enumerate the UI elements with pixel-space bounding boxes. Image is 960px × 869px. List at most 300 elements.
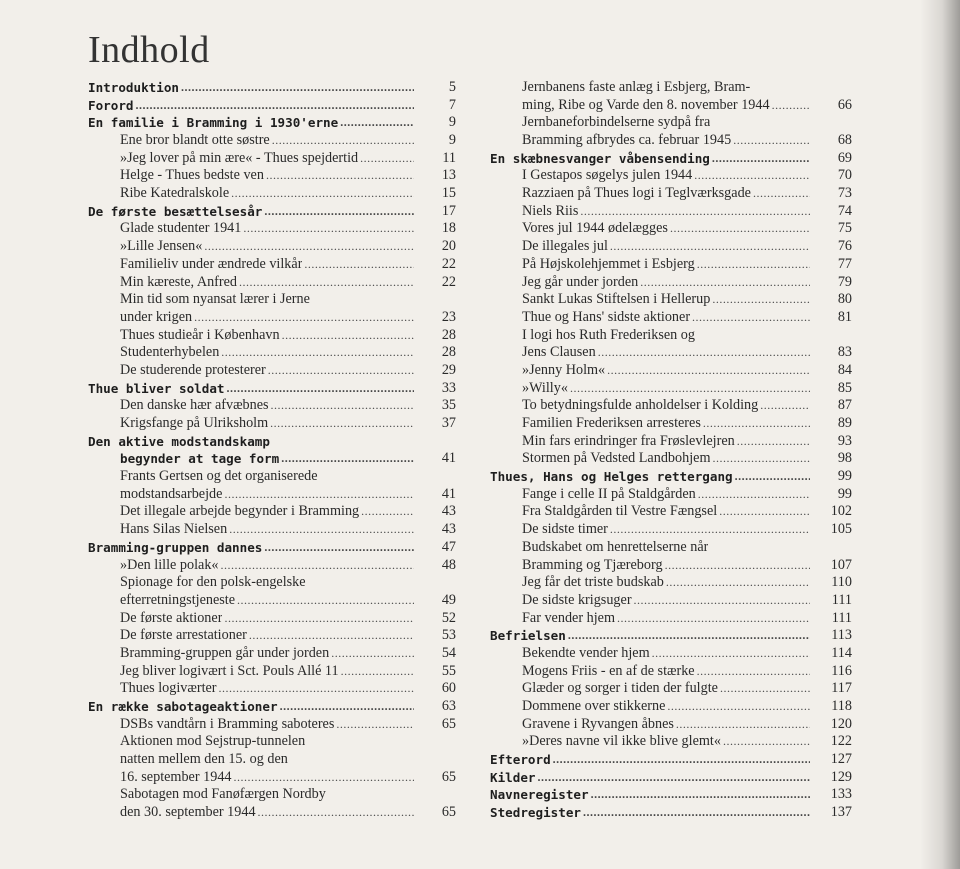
toc-leader-dots bbox=[282, 327, 414, 345]
toc-subentry bbox=[88, 787, 456, 805]
toc-entry-title: I Gestapos søgelys julen 1944 bbox=[522, 167, 693, 184]
toc-subentry bbox=[88, 557, 456, 575]
toc-page-number: 120 bbox=[830, 715, 852, 732]
toc-chapter-entry bbox=[490, 627, 852, 645]
toc-leader-dots bbox=[698, 486, 810, 504]
toc-entry-title: Krigsfange på Ulriksholm bbox=[120, 415, 269, 432]
toc-page-number: 22 bbox=[441, 273, 456, 290]
toc-page-number: 80 bbox=[837, 291, 852, 308]
toc-page-number: 87 bbox=[837, 397, 852, 414]
toc-subentry bbox=[88, 521, 456, 539]
toc-page-number: 13 bbox=[441, 167, 456, 184]
toc-entry-title: Stormen på Vedsted Landbohjem bbox=[522, 450, 711, 467]
toc-page-number: 47 bbox=[441, 538, 456, 555]
toc-page-number: 111 bbox=[831, 591, 852, 608]
toc-subentry bbox=[490, 504, 852, 522]
toc-subentry bbox=[490, 221, 852, 239]
toc-entry-title: Jernbaneforbindelserne sydpå fra bbox=[522, 114, 711, 131]
toc-page-number: 49 bbox=[441, 591, 456, 608]
toc-subentry bbox=[88, 256, 456, 274]
toc-subentry bbox=[88, 504, 456, 522]
toc-page-number: 111 bbox=[831, 609, 852, 626]
toc-entry-title: »Jenny Holm« bbox=[522, 361, 606, 378]
toc-chapter-entry bbox=[490, 150, 852, 168]
toc-page-number: 79 bbox=[837, 273, 852, 290]
toc-entry-title: »Deres navne vil ikke blive glemt« bbox=[522, 733, 721, 750]
toc-entry-title: Stedregister bbox=[490, 805, 581, 821]
toc-page-number: 113 bbox=[831, 627, 852, 644]
toc-subentry bbox=[88, 716, 456, 734]
toc-entry-title: Efterord bbox=[490, 752, 551, 768]
toc-page-number: 133 bbox=[830, 786, 852, 803]
toc-page-number: 9 bbox=[448, 132, 456, 149]
toc-leader-dots bbox=[737, 433, 810, 451]
toc-subentry bbox=[490, 97, 852, 115]
toc-entry-title: Den danske hær afvæbnes bbox=[120, 397, 269, 414]
toc-leader-dots bbox=[692, 309, 810, 327]
toc-entry-title: Min kæreste, Anfred bbox=[120, 273, 238, 290]
toc-subentry bbox=[490, 397, 852, 415]
toc-chapter-entry bbox=[88, 380, 456, 398]
toc-entry-title: Studenterhybelen bbox=[120, 344, 220, 361]
toc-leader-dots bbox=[272, 132, 414, 150]
toc-entry-title: Dommene over stikkerne bbox=[522, 698, 666, 715]
toc-subentry bbox=[490, 79, 852, 97]
toc-leader-dots bbox=[249, 627, 414, 645]
toc-subentry bbox=[490, 238, 852, 256]
toc-leader-dots bbox=[239, 274, 414, 292]
toc-subentry bbox=[490, 362, 852, 380]
toc-entry-title: Fra Staldgården til Vestre Fængsel bbox=[522, 503, 718, 520]
toc-page-number: 118 bbox=[831, 698, 852, 715]
toc-entry-title: »Lille Jensen« bbox=[120, 238, 203, 255]
toc-entry-title: Bramming-gruppen går under jorden bbox=[120, 644, 330, 661]
toc-page-number: 76 bbox=[837, 238, 852, 255]
toc-leader-dots bbox=[229, 521, 414, 539]
toc-chapter-entry bbox=[88, 450, 456, 468]
toc-subentry bbox=[490, 450, 852, 468]
toc-chapter-entry bbox=[490, 804, 852, 822]
toc-leader-dots bbox=[753, 185, 810, 203]
toc-page-number: 122 bbox=[830, 733, 852, 750]
toc-entry-title: efterretningstjeneste bbox=[120, 591, 236, 608]
toc-page-number: 116 bbox=[831, 662, 852, 679]
toc-page-number: 9 bbox=[448, 114, 456, 131]
toc-subentry bbox=[490, 291, 852, 309]
toc-leader-dots bbox=[720, 680, 810, 698]
toc-subentry bbox=[88, 185, 456, 203]
toc-page-number: 105 bbox=[830, 521, 852, 538]
toc-page-number: 99 bbox=[837, 468, 852, 485]
toc-subentry bbox=[490, 574, 852, 592]
toc-leader-dots bbox=[221, 557, 414, 575]
toc-entry-title: den 30. september 1944 bbox=[120, 804, 256, 821]
toc-entry-title: Budskabet om henrettelserne når bbox=[522, 538, 709, 555]
toc-page-number: 60 bbox=[441, 680, 456, 697]
toc-chapter-entry bbox=[88, 97, 456, 115]
toc-subentry bbox=[490, 185, 852, 203]
toc-entry-title: Befrielsen bbox=[490, 628, 566, 644]
toc-page-number: 41 bbox=[441, 450, 456, 467]
toc-page-number: 85 bbox=[837, 379, 852, 396]
toc-entry-title: Min fars erindringer fra Frøslevlejren bbox=[522, 432, 735, 449]
toc-page-number: 65 bbox=[441, 715, 456, 732]
toc-subentry bbox=[88, 733, 456, 751]
toc-entry-title: De illegales jul bbox=[522, 238, 608, 255]
toc-subentry bbox=[490, 698, 852, 716]
toc-page-number: 54 bbox=[441, 644, 456, 661]
toc-page-number: 127 bbox=[830, 751, 852, 768]
toc-entry-title: Bramming og Tjæreborg bbox=[522, 556, 663, 573]
toc-subentry bbox=[88, 327, 456, 345]
toc-entry-title: Gravene i Ryvangen åbnes bbox=[522, 715, 674, 732]
toc-chapter-entry bbox=[88, 698, 456, 716]
toc-entry-title: En familie i Bramming i 1930'erne bbox=[88, 115, 339, 131]
toc-leader-dots bbox=[258, 804, 414, 822]
toc-leader-dots bbox=[271, 397, 414, 415]
toc-entry-title: Sabotagen mod Fanøfærgen Nordby bbox=[120, 786, 326, 803]
toc-leader-dots bbox=[204, 238, 414, 256]
toc-page-number: 65 bbox=[441, 804, 456, 821]
toc-page-number: 53 bbox=[441, 627, 456, 644]
toc-page-number: 43 bbox=[441, 521, 456, 538]
toc-subentry bbox=[88, 397, 456, 415]
toc-chapter-entry bbox=[88, 203, 456, 221]
toc-leader-dots bbox=[719, 503, 810, 521]
toc-leader-dots bbox=[336, 716, 414, 734]
toc-page-number: 15 bbox=[441, 185, 456, 202]
toc-leader-dots bbox=[264, 203, 414, 221]
toc-leader-dots bbox=[617, 610, 810, 628]
toc-leader-dots bbox=[583, 804, 810, 822]
toc-subentry bbox=[88, 468, 456, 486]
toc-entry-title: Thues studieår i København bbox=[120, 326, 280, 343]
toc-entry-title: Thue bliver soldat bbox=[88, 380, 225, 396]
toc-page-number: 52 bbox=[441, 609, 456, 626]
toc-subentry bbox=[88, 167, 456, 185]
toc-leader-dots bbox=[712, 450, 810, 468]
toc-entry-title: Min tid som nyansat lærer i Jerne bbox=[120, 291, 310, 308]
toc-leader-dots bbox=[666, 574, 810, 592]
toc-leader-dots bbox=[268, 362, 414, 380]
toc-leader-dots bbox=[280, 698, 414, 716]
toc-leader-dots bbox=[580, 203, 810, 221]
toc-entry-title: Vores jul 1944 ødelægges bbox=[522, 220, 668, 237]
toc-leader-dots bbox=[340, 114, 414, 132]
toc-leader-dots bbox=[224, 486, 414, 504]
toc-leader-dots bbox=[676, 716, 810, 734]
toc-page-number: 137 bbox=[830, 804, 852, 821]
toc-subentry bbox=[490, 680, 852, 698]
toc-leader-dots bbox=[703, 415, 810, 433]
toc-entry-title: Thue og Hans' sidste aktioner bbox=[522, 308, 691, 325]
toc-leader-dots bbox=[234, 769, 414, 787]
toc-leader-dots bbox=[670, 220, 810, 238]
toc-page-number: 22 bbox=[441, 255, 456, 272]
toc-page-number: 69 bbox=[837, 149, 852, 166]
toc-entry-title: På Højskolehjemmet i Esbjerg bbox=[522, 255, 695, 272]
toc-entry-title: Bramming afbrydes ca. februar 1945 bbox=[522, 132, 732, 149]
toc-right-column bbox=[490, 79, 852, 822]
toc-subentry bbox=[490, 433, 852, 451]
toc-entry-title: Den aktive modstandskamp bbox=[88, 433, 270, 449]
toc-leader-dots bbox=[538, 769, 811, 787]
toc-entry-title: Ene bror blandt otte søstre bbox=[120, 132, 270, 149]
toc-leader-dots bbox=[331, 645, 414, 663]
toc-entry-title: Jeg bliver logivært i Sct. Pouls Allé 11 bbox=[120, 662, 339, 679]
toc-leader-dots bbox=[181, 79, 414, 97]
toc-left-column bbox=[88, 79, 456, 822]
toc-subentry bbox=[490, 663, 852, 681]
toc-subentry bbox=[88, 132, 456, 150]
toc-subentry bbox=[490, 132, 852, 150]
toc-subentry bbox=[88, 238, 456, 256]
toc-leader-dots bbox=[598, 344, 810, 362]
toc-entry-title: Jernbanens faste anlæg i Esbjerg, Bram- bbox=[522, 78, 751, 95]
toc-entry-title: »Jeg lover på min ære« - Thues spejdertid bbox=[120, 149, 359, 166]
toc-subentry bbox=[490, 274, 852, 292]
toc-page-number: 55 bbox=[441, 662, 456, 679]
toc-subentry bbox=[490, 557, 852, 575]
toc-chapter-entry bbox=[490, 751, 852, 769]
toc-page-number: 81 bbox=[837, 308, 852, 325]
toc-entry-title: De første arrestationer bbox=[120, 627, 247, 644]
toc-subentry bbox=[490, 610, 852, 628]
toc-entry-title: De sidste timer bbox=[522, 521, 608, 538]
toc-entry-title: Frants Gertsen og det organiserede bbox=[120, 468, 318, 485]
toc-subentry bbox=[88, 663, 456, 681]
toc-page-number: 43 bbox=[441, 503, 456, 520]
toc-entry-title: Sankt Lukas Stiftelsen i Hellerup bbox=[522, 291, 711, 308]
toc-entry-title: Far vender hjem bbox=[522, 609, 615, 626]
toc-subentry bbox=[490, 167, 852, 185]
toc-leader-dots bbox=[760, 397, 810, 415]
toc-leader-dots bbox=[341, 663, 414, 681]
toc-entry-title: ming, Ribe og Varde den 8. november 1944 bbox=[522, 96, 770, 113]
toc-leader-dots bbox=[264, 539, 414, 557]
toc-page-number: 110 bbox=[831, 574, 852, 591]
toc-entry-title: Helge - Thues bedste ven bbox=[120, 167, 264, 184]
toc-entry-title: De første aktioner bbox=[120, 609, 223, 626]
toc-leader-dots bbox=[733, 132, 810, 150]
toc-entry-title: I logi hos Ruth Frederiksen og bbox=[522, 326, 695, 343]
toc-leader-dots bbox=[570, 380, 810, 398]
toc-entry-title: Glæder og sorger i tiden der fulgte bbox=[522, 680, 718, 697]
toc-subentry bbox=[490, 309, 852, 327]
toc-leader-dots bbox=[772, 97, 810, 115]
toc-leader-dots bbox=[266, 167, 414, 185]
toc-page-number: 117 bbox=[831, 680, 852, 697]
toc-entry-title: Mogens Friis - en af de stærke bbox=[522, 662, 695, 679]
toc-page-number: 48 bbox=[441, 556, 456, 573]
toc-subentry bbox=[490, 380, 852, 398]
toc-leader-dots bbox=[194, 309, 414, 327]
toc-page-number: 18 bbox=[441, 220, 456, 237]
toc-chapter-entry bbox=[490, 769, 852, 787]
toc-leader-dots bbox=[634, 592, 810, 610]
toc-chapter-entry bbox=[88, 79, 456, 97]
toc-page-number: 11 bbox=[442, 149, 456, 166]
toc-page-number: 33 bbox=[441, 379, 456, 396]
toc-subentry bbox=[88, 627, 456, 645]
book-gutter-shadow bbox=[920, 0, 960, 869]
toc-page-number: 5 bbox=[448, 78, 456, 95]
toc-subentry bbox=[490, 344, 852, 362]
toc-subentry bbox=[88, 344, 456, 362]
toc-leader-dots bbox=[607, 362, 810, 380]
toc-entry-title: En skæbnesvanger våbensending bbox=[490, 150, 710, 166]
toc-chapter-entry bbox=[88, 539, 456, 557]
toc-subentry bbox=[88, 645, 456, 663]
toc-entry-title: »Willy« bbox=[522, 379, 568, 396]
toc-leader-dots bbox=[568, 627, 810, 645]
toc-entry-title: Ribe Katedralskole bbox=[120, 185, 230, 202]
toc-entry-title: Jens Clausen bbox=[522, 344, 596, 361]
toc-chapter-entry bbox=[490, 468, 852, 486]
toc-leader-dots bbox=[712, 150, 810, 168]
toc-subentry bbox=[88, 221, 456, 239]
toc-subentry bbox=[490, 114, 852, 132]
toc-subentry bbox=[88, 291, 456, 309]
toc-entry-title: Bramming-gruppen dannes bbox=[88, 539, 263, 555]
toc-entry-title: Thues logiværter bbox=[120, 680, 217, 697]
toc-page-number: 28 bbox=[441, 326, 456, 343]
toc-page-number: 65 bbox=[441, 768, 456, 785]
toc-subentry bbox=[88, 274, 456, 292]
toc-leader-dots bbox=[304, 256, 414, 274]
toc-subentry bbox=[490, 733, 852, 751]
toc-chapter-entry bbox=[88, 114, 456, 132]
toc-subentry bbox=[88, 751, 456, 769]
toc-leader-dots bbox=[610, 521, 810, 539]
toc-page-number: 41 bbox=[441, 485, 456, 502]
toc-entry-title: begynder at tage form bbox=[120, 451, 280, 467]
toc-subentry bbox=[490, 486, 852, 504]
toc-subentry bbox=[490, 645, 852, 663]
toc-entry-title: natten mellem den 15. og den bbox=[120, 751, 288, 768]
toc-chapter-entry bbox=[490, 787, 852, 805]
toc-subentry bbox=[88, 592, 456, 610]
toc-page-number: 114 bbox=[831, 644, 852, 661]
toc-entry-title: En række sabotageaktioner bbox=[88, 699, 278, 715]
toc-leader-dots bbox=[640, 274, 810, 292]
toc-subentry bbox=[490, 592, 852, 610]
toc-page-number: 93 bbox=[837, 432, 852, 449]
toc-subentry bbox=[490, 521, 852, 539]
toc-page-number: 75 bbox=[837, 220, 852, 237]
toc-subentry bbox=[490, 415, 852, 433]
toc-entry-title: Niels Riis bbox=[522, 202, 579, 219]
page-title: Indhold bbox=[88, 29, 210, 71]
toc-subentry bbox=[490, 203, 852, 221]
toc-page-number: 77 bbox=[837, 255, 852, 272]
toc-subentry bbox=[490, 539, 852, 557]
toc-subentry bbox=[88, 574, 456, 592]
toc-entry-title: Razziaen på Thues logi i Teglværksgade bbox=[522, 185, 751, 202]
toc-subentry bbox=[88, 610, 456, 628]
toc-page-number: 29 bbox=[441, 361, 456, 378]
toc-entry-title: »Den lille polak« bbox=[120, 556, 219, 573]
toc-leader-dots bbox=[712, 291, 810, 309]
toc-page-number: 17 bbox=[441, 202, 456, 219]
toc-page-number: 66 bbox=[837, 96, 852, 113]
toc-entry-title: Jeg går under jorden bbox=[522, 273, 639, 290]
toc-entry-title: Jeg får det triste budskab bbox=[522, 574, 664, 591]
toc-subentry bbox=[88, 415, 456, 433]
toc-page-number: 129 bbox=[830, 768, 852, 785]
toc-page-number: 83 bbox=[837, 344, 852, 361]
toc-leader-dots bbox=[665, 557, 810, 575]
toc-leader-dots bbox=[237, 592, 414, 610]
toc-leader-dots bbox=[226, 380, 414, 398]
toc-leader-dots bbox=[591, 786, 810, 804]
toc-leader-dots bbox=[553, 751, 810, 769]
toc-entry-title: 16. september 1944 bbox=[120, 768, 232, 785]
toc-subentry bbox=[490, 327, 852, 345]
toc-leader-dots bbox=[723, 733, 810, 751]
toc-entry-title: Aktionen mod Sejstrup-tunnelen bbox=[120, 733, 306, 750]
toc-subentry bbox=[88, 150, 456, 168]
toc-page-number: 20 bbox=[441, 238, 456, 255]
toc-page-number: 23 bbox=[441, 308, 456, 325]
toc-page-number: 89 bbox=[837, 415, 852, 432]
toc-leader-dots bbox=[224, 610, 414, 628]
toc-entry-title: Navneregister bbox=[490, 787, 589, 803]
toc-leader-dots bbox=[361, 503, 414, 521]
toc-entry-title: Familien Frederiksen arresteres bbox=[522, 415, 701, 432]
toc-page-number: 7 bbox=[448, 96, 456, 113]
toc-page-number: 35 bbox=[441, 397, 456, 414]
toc-leader-dots bbox=[243, 220, 414, 238]
toc-leader-dots bbox=[281, 450, 414, 468]
toc-subentry bbox=[490, 716, 852, 734]
toc-leader-dots bbox=[360, 150, 414, 168]
toc-subentry bbox=[88, 804, 456, 822]
toc-entry-title: Introduktion bbox=[88, 79, 179, 95]
toc-entry-title: De sidste krigsuger bbox=[522, 591, 632, 608]
toc-leader-dots bbox=[697, 663, 810, 681]
toc-subentry bbox=[88, 769, 456, 787]
toc-entry-title: Thues, Hans og Helges rettergang bbox=[490, 469, 733, 485]
toc-page-number: 28 bbox=[441, 344, 456, 361]
toc-entry-title: De første besættelsesår bbox=[88, 203, 263, 219]
toc-leader-dots bbox=[270, 415, 414, 433]
toc-leader-dots bbox=[136, 97, 415, 115]
toc-subentry bbox=[88, 486, 456, 504]
toc-page-number: 63 bbox=[441, 698, 456, 715]
toc-subentry bbox=[88, 362, 456, 380]
toc-page-number: 98 bbox=[837, 450, 852, 467]
toc-page-number: 70 bbox=[837, 167, 852, 184]
toc-page-number: 37 bbox=[441, 415, 456, 432]
toc-entry-title: Hans Silas Nielsen bbox=[120, 521, 228, 538]
toc-page-number: 74 bbox=[837, 202, 852, 219]
toc-page-number: 107 bbox=[830, 556, 852, 573]
toc-page-number: 84 bbox=[837, 361, 852, 378]
toc-leader-dots bbox=[697, 256, 810, 274]
toc-entry-title: Kilder bbox=[490, 769, 536, 785]
toc-leader-dots bbox=[219, 680, 414, 698]
toc-entry-title: Det illegale arbejde begynder i Bramming bbox=[120, 503, 360, 520]
toc-entry-title: DSBs vandtårn i Bramming saboteres bbox=[120, 715, 335, 732]
toc-page-number: 68 bbox=[837, 132, 852, 149]
toc-entry-title: Familieliv under ændrede vilkår bbox=[120, 255, 303, 272]
toc-entry-title: Spionage for den polsk-engelske bbox=[120, 574, 306, 591]
toc-page-number: 102 bbox=[830, 503, 852, 520]
toc-leader-dots bbox=[221, 344, 414, 362]
toc-page-number: 73 bbox=[837, 185, 852, 202]
toc-entry-title: Fange i celle II på Staldgården bbox=[522, 485, 696, 502]
